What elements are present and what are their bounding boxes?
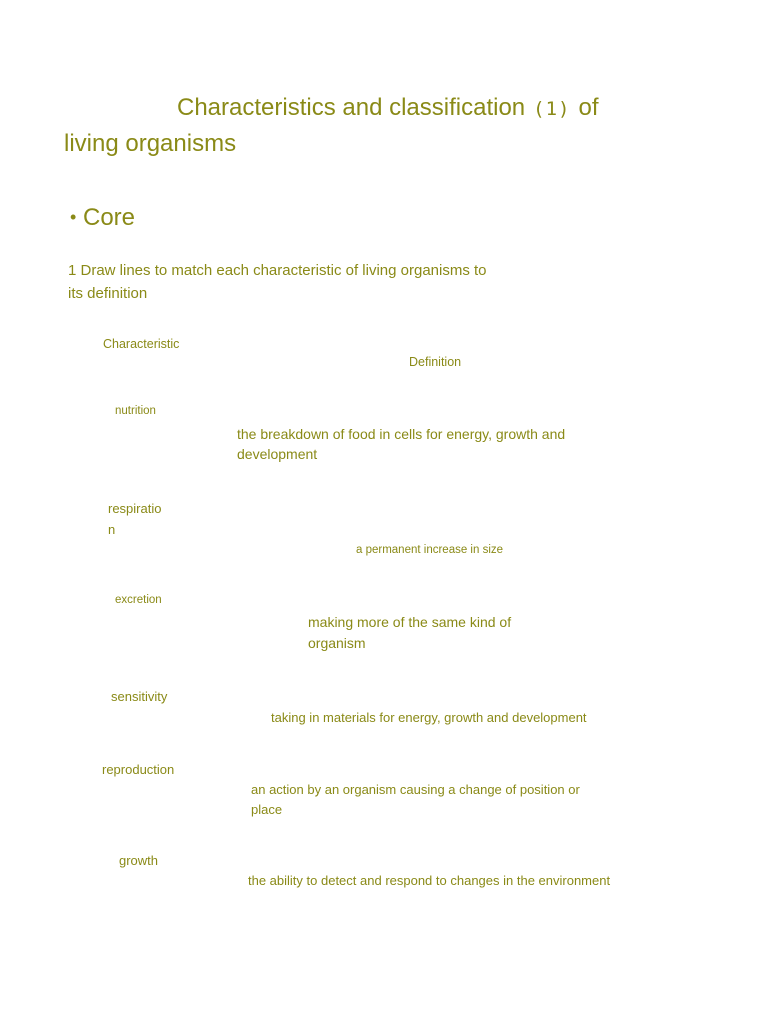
column-header-definition: Definition — [409, 355, 462, 369]
term-reproduction: reproduction — [102, 762, 175, 777]
definition-3-line1: making more of the same kind of — [308, 614, 512, 630]
term-excretion: excretion — [115, 594, 162, 606]
definition-3-line2: organism — [308, 635, 366, 651]
definition-4: taking in materials for energy, growth and development — [271, 710, 587, 725]
title-number: (1) — [533, 98, 571, 120]
term-growth: growth — [119, 853, 159, 868]
definition-5-line1: an action by an organism causing a change of position or — [251, 782, 580, 797]
definition-6: the ability to detect and respond to changes in the environment — [248, 873, 611, 888]
section-heading-text: Core — [82, 204, 136, 231]
definition-5-line2: place — [251, 802, 283, 817]
bullet: • — [70, 207, 77, 227]
definition-1-line2: development — [237, 446, 318, 462]
term-nutrition: nutrition — [115, 405, 156, 417]
term-respiration: respiratio — [108, 501, 162, 516]
title-start: Characteristics and classification — [177, 94, 526, 121]
page-title — [177, 90, 598, 127]
definition-1-line1: the breakdown of food in cells for energy, growth and — [237, 426, 566, 442]
term-sensitivity: sensitivity — [111, 689, 168, 704]
term-respiration-wrap: n — [108, 522, 116, 537]
section-heading — [70, 204, 135, 232]
question-line2: its definition — [68, 285, 148, 302]
definition-2: a permanent increase in size — [356, 544, 504, 556]
question-line1: 1 Draw lines to match each characteristic of living organisms to — [68, 262, 487, 279]
column-header-characteristic: Characteristic — [103, 337, 180, 351]
title-of: of — [578, 94, 599, 121]
page-title-line2: living organisms — [64, 130, 237, 157]
